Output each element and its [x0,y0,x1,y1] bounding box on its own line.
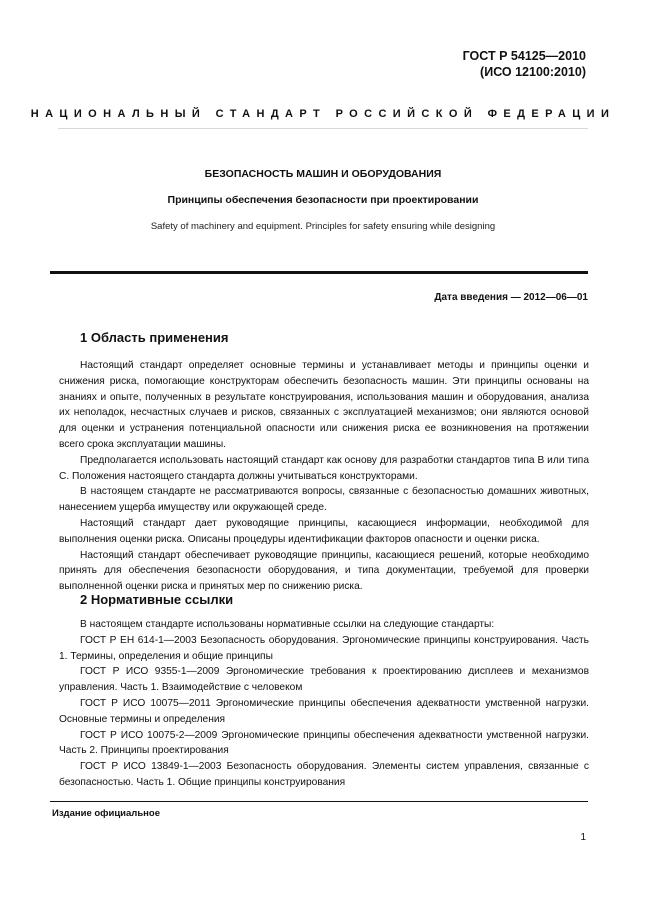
standard-number: ГОСТ Р 54125—2010 [462,49,586,63]
reference-item: ГОСТ Р ИСО 13849-1—2003 Безопасность оборудования. Элементы систем управления, связанные с безопасностью. Часть 1. Общие принципы конструирования [59,761,589,788]
title-divider [50,271,588,274]
introduction-date: Дата введения — 2012—06—01 [434,292,588,303]
national-standard-line: НАЦИОНАЛЬНЫЙ СТАНДАРТ РОССИЙСКОЙ ФЕДЕРАЦИИ [30,108,616,120]
section-heading: 2 Нормативные ссылки [80,592,234,607]
document-title: БЕЗОПАСНОСТЬ МАШИН И ОБОРУДОВАНИЯ [204,168,442,180]
reference-item: ГОСТ Р ИСО 10075—2011 Эргономические принципы обеспечения адекватности умственной нагрузки. Основные термины и определения [59,697,589,725]
official-edition-label: Издание официальное [52,808,160,819]
section-heading: 1 Область применения [80,330,229,345]
reference-item: ГОСТ Р ЕН 614-1—2003 Безопасность оборудования. Эргономические принципы конструирования. Часть 1. Термины, определения и общие принципы [59,634,589,662]
paragraph: Настоящий стандарт определяет основные термины и устанавливает методы и принципы оценки и снижения риска, помогающие конструкторам обеспечить безопасность машин. Эти принципы основаны на знаниях и опыте, полученных в результате конструирования, использования машин и оборудования, анализа их неполадок, несчастных случаев и рисков, связанных с эксплуатацией механизмов; они являются основой для оценки и устранения потенциальной опасности или снижения риска ее возникновения на протяжении всего срока эксплуатации машины. [59,360,589,450]
section-scope [59,330,589,595]
header-divider [58,128,588,129]
standard-designation [463,48,586,80]
page-number: 1 [580,832,586,843]
english-title: Safety of machinery and equipment. Principles for safety ensuring while designing [150,221,496,232]
paragraph: Настоящий стандарт обеспечивает руководящие принципы, касающиеся решений, которые необходимо принять для обеспечения безопасности оборудования, и типа документации, требуемой для проверки выполненной оценки риска и принятых мер по снижению риска. [59,549,589,593]
paragraph: Настоящий стандарт дает руководящие принципы, касающиеся информации, необходимой для выполнения оценки риска. Описаны процедуры идентификации факторов опасности и оценки риска. [59,517,589,545]
reference-item: ГОСТ Р ИСО 10075-2—2009 Эргономические принципы обеспечения адекватности умственной нагрузки. Часть 2. Принципы проектирования [59,729,589,757]
iso-number: (ИСО 12100:2010) [480,65,586,79]
document-subtitle: Принципы обеспечения безопасности при проектировании [167,194,479,206]
paragraph: В настоящем стандарте не рассматриваются вопросы, связанные с безопасностью домашних животных, нанесением ущерба имуществу или окружающей среде. [59,486,589,514]
paragraph: Предполагается использовать настоящий стандарт как основу для разработки стандартов типа В или типа С. Положения настоящего стандарта должны учитываться конструкторами. [59,454,589,482]
footer-divider [50,801,588,802]
reference-item: ГОСТ Р ИСО 9355-1—2009 Эргономические требования к проектированию дисплеев и механизмов управления. Часть 1. Взаимодействие с человеком [59,666,589,694]
paragraph: В настоящем стандарте использованы нормативные ссылки на следующие стандарты: [80,619,495,630]
section-normative-references [59,592,589,791]
